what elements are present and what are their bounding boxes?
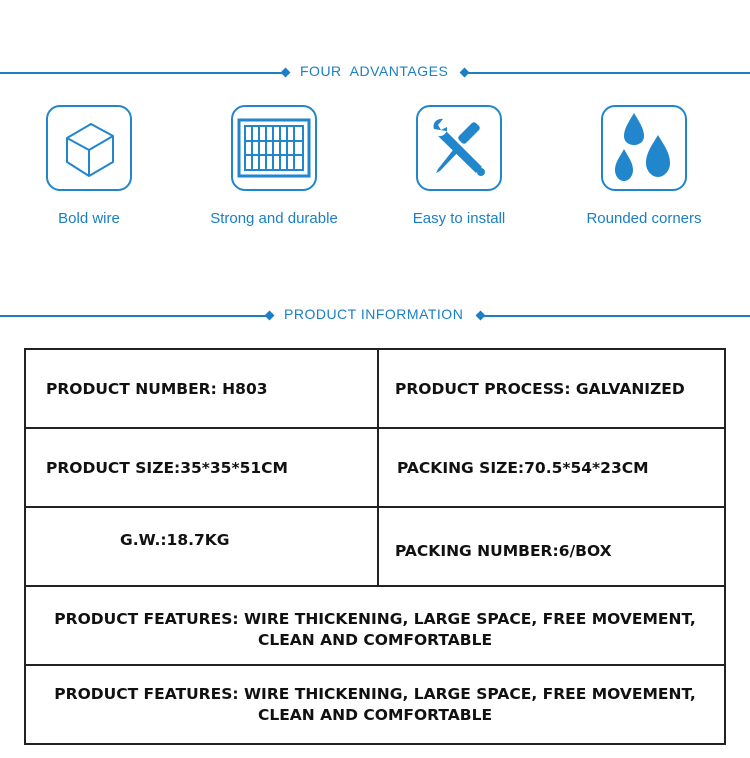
gross-weight-cell: G.W.:18.7KG	[25, 507, 378, 586]
product-features-cell	[25, 665, 725, 744]
advantage-icon-box	[416, 105, 502, 191]
product-features-cell	[25, 586, 725, 665]
advantage-icon-box	[46, 105, 132, 191]
table-row	[25, 586, 725, 665]
header-diamond-left	[281, 68, 291, 78]
packing-number-cell: PACKING NUMBER:6/BOX	[378, 507, 725, 586]
table-row	[25, 349, 725, 428]
table-row	[25, 428, 725, 507]
advantage-label: Easy to install	[412, 210, 506, 227]
table-row	[25, 665, 725, 744]
grid-panel-icon	[237, 117, 311, 179]
wrench-screwdriver-icon	[426, 115, 492, 181]
advantage-label: Rounded corners	[586, 210, 702, 227]
features-line: CLEAN AND COMFORTABLE	[257, 630, 493, 649]
advantages-header	[0, 63, 750, 83]
product-process-cell: PRODUCT PROCESS: GALVANIZED	[378, 349, 725, 428]
advantage-item	[199, 105, 349, 227]
features-line: PRODUCT FEATURES: WIRE THICKENING, LARGE SPACE, FREE MOVEMENT,	[54, 685, 696, 703]
cube-icon	[57, 116, 121, 180]
header-line-left	[0, 72, 282, 74]
header-line-right	[468, 72, 750, 74]
packing-size-cell: PACKING SIZE:70.5*54*23CM	[378, 428, 725, 507]
product-info-table	[24, 348, 726, 745]
table-row	[25, 507, 725, 586]
advantage-label: Bold wire	[58, 210, 120, 227]
advantage-icon-box	[601, 105, 687, 191]
header-diamond-left	[265, 311, 275, 321]
product-info-header	[0, 306, 750, 326]
features-line: CLEAN AND COMFORTABLE	[257, 706, 493, 724]
product-size-cell: PRODUCT SIZE:35*35*51CM	[25, 428, 378, 507]
advantage-label: Strong and durable	[210, 210, 338, 227]
advantage-item	[569, 105, 719, 227]
advantages-title: FOUR ADVANTAGES	[300, 63, 449, 79]
header-line-right	[484, 315, 750, 317]
product-info-title: PRODUCT INFORMATION	[284, 306, 464, 322]
advantage-item	[14, 105, 164, 227]
features-line: PRODUCT FEATURES: WIRE THICKENING, LARGE SPACE, FREE MOVEMENT,	[54, 609, 696, 628]
advantage-item	[384, 105, 534, 227]
header-line-left	[0, 315, 266, 317]
advantage-icon-box	[231, 105, 317, 191]
product-number-cell: PRODUCT NUMBER: H803	[25, 349, 378, 428]
droplets-icon	[612, 111, 676, 185]
